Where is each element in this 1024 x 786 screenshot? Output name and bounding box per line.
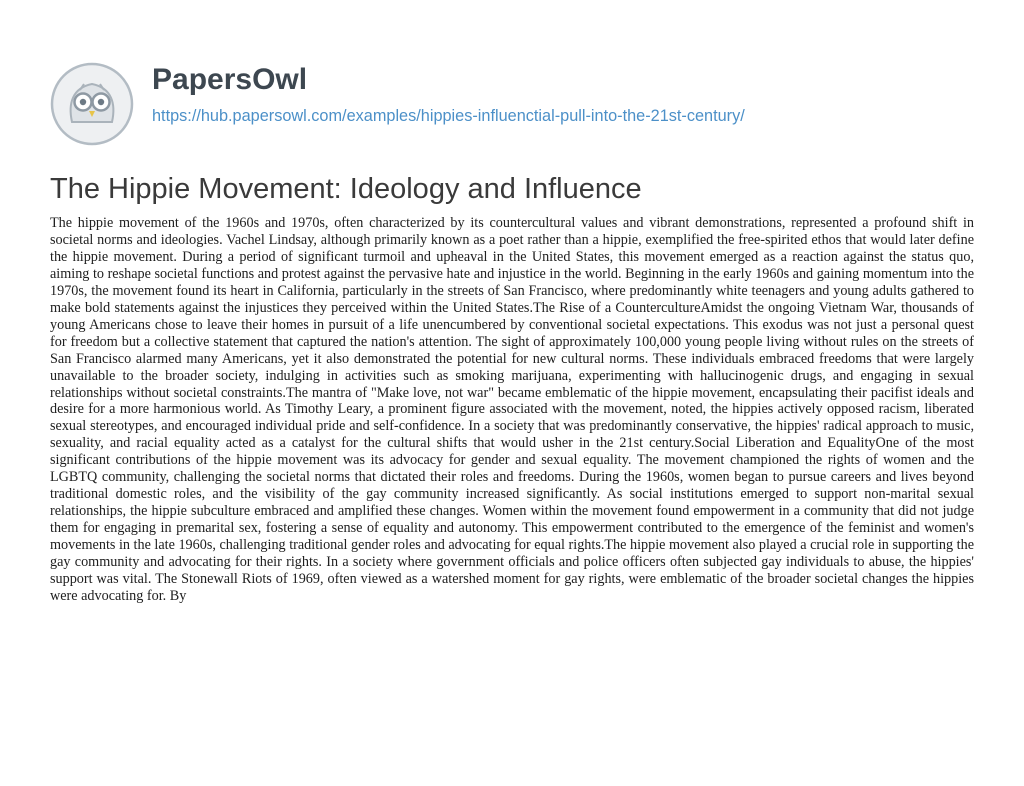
brand-name: PapersOwl [152,63,308,96]
document-body-text: The hippie movement of the 1960s and 1970s, often characterized by its countercultural values and vibrant demonstrations, represented a profound shift in societal norms and ideologies. Vachel Lindsay, although primarily known as a poet rather than a hippie, exemplified the free-spirited ethos that would later define the hippie movement. During a period of significant turmoil and upheaval in the United States, this movement emerged as a reaction against the status quo, aiming to reshape societal functions and protest against the pervasive hate and injustice in the world. Beginning in the early 1960s and gaining momentum into the 1970s, the movement found its heart in California, particularly in the streets of San Francisco, where predominantly white teenagers and young adults gathered to make bold statements against the injustices they perceived within the United States.The Rise of a CountercultureAmidst the ongoing Vietnam War, thousands of young Americans chose to leave their homes in pursuit of a life unencumbered by conventional societal expectations. This exodus was not just a personal quest for freedom but a collective statement that captured the nation's attention. The sight of approximately 100,000 young people living without rules on the streets of San Francisco alarmed many Americans, yet it also demonstrated the potential for new cultural norms. These individuals embraced freedoms that were largely unavailable to the broader society, indulging in activities such as smoking marijuana, experimenting with hallucinogenic drugs, and engaging in sexual relationships without societal constraints.The mantra of "Make love, not war" became emblematic of the hippie movement, encapsulating their pacifist ideals and desire for a more harmonious world. As Timothy Leary, a prominent figure associated with the movement, noted, the hippies actively opposed racism, liberated sexual stereotypes, and encouraged individual pride and self-confidence. In a society that was predominantly conservative, the hippies' radical approach to music, sexuality, and racial equality acted as a catalyst for the cultural shifts that would usher in the 21st century.Social Liberation and EqualityOne of the most significant contributions of the hippie movement was its advocacy for gender and sexual equality. The movement championed the rights of women and the LGBTQ community, challenging the societal norms that dictated their roles and freedoms. During the 1960s, women began to pursue careers and lives beyond traditional domestic roles, and the visibility of the gay community increased significantly. As social institutions emerged to support non-marital sexual relationships, the hippie subculture embraced and amplified these changes. Women within the movement found empowerment in a community that did not judge them for engaging in premarital sex, fostering a sense of equality and autonomy. This empowerment contributed to the emergence of the feminist and women's movements in the late 1960s, challenging traditional gender roles and advocating for equal rights.The hippie movement also played a crucial role in supporting the gay community and advocating for their rights. In a society where government officials and police officers often subjected gay individuals to abuse, the hippies' support was vital. The Stonewall Riots of 1969, often viewed as a watershed moment for gay rights, were emblematic of the broader societal changes the hippies were advocating for. By [50,215,974,604]
document-title: The Hippie Movement: Ideology and Influence [50,173,642,205]
owl-logo-icon [50,62,134,146]
brand-header [0,0,1024,160]
source-url-link[interactable]: https://hub.papersowl.com/examples/hippies-influenctial-pull-into-the-21st-century/ [152,107,745,125]
